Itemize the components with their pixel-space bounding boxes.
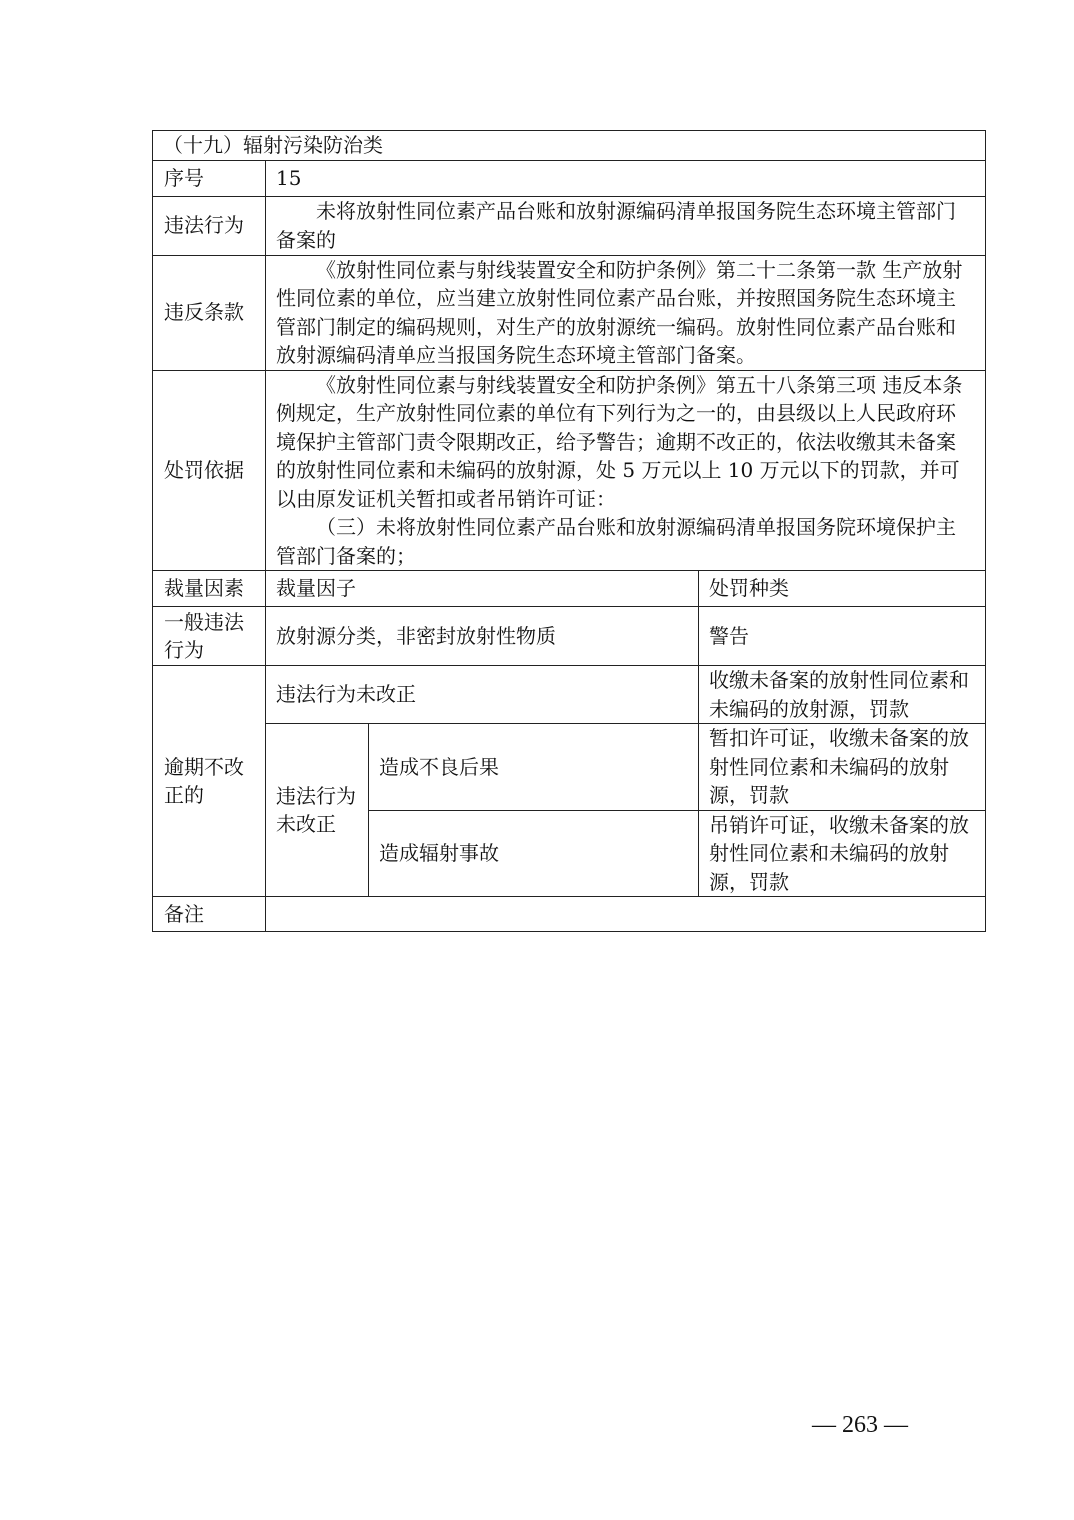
remarks-label: 备注 [153, 897, 266, 932]
penalty-type-header: 处罚种类 [699, 571, 986, 607]
remarks-value [266, 897, 986, 932]
penalty-basis-value [266, 370, 986, 571]
penalty-discretion-table [152, 130, 986, 932]
overdue-factor-accident: 造成辐射事故 [369, 810, 699, 897]
overdue-penalty-uncorrected: 收缴未备案的放射性同位素和未编码的放射源，罚款 [699, 666, 986, 724]
penalty-basis-label: 处罚依据 [153, 370, 266, 571]
penalty-basis-paragraph: 《放射性同位素与射线装置安全和防护条例》第五十八条第三项 违反本条例规定，生产放射性同位素的单位有下列行为之一的，由县级以上人民政府环境保护主管部门责令限期改正，给予警告；逾期不改正的，依法收缴其未备案的放射性同位素和未编码的放射源，处 5 万元以上 10 万元以下的罚款，并可以由原发证机关暂扣或者吊销许可证： [276, 372, 963, 511]
discretion-factor-header: 裁量因子 [266, 571, 699, 607]
page-number: — 263 — [812, 1412, 908, 1438]
violation-label: 违法行为 [153, 196, 266, 255]
overdue-penalty-accident: 吊销许可证，收缴未备案的放射性同位素和未编码的放射源，罚款 [699, 810, 986, 897]
overdue-label: 逾期不改正的 [153, 666, 266, 897]
serial-value: 15 [266, 160, 986, 196]
overdue-factor-adverse: 造成不良后果 [369, 724, 699, 811]
violation-value: 未将放射性同位素产品台账和放射源编码清单报国务院生态环境主管部门备案的 [266, 196, 986, 255]
penalty-basis-item: （三）未将放射性同位素产品台账和放射源编码清单报国务院环境保护主管部门备案的； [276, 515, 956, 568]
violated-clause-label: 违反条款 [153, 255, 266, 370]
general-violation-penalty: 警告 [699, 607, 986, 666]
section-title: （十九）辐射污染防治类 [153, 131, 986, 161]
overdue-sub-label: 违法行为未改正 [266, 724, 369, 897]
general-violation-label: 一般违法行为 [153, 607, 266, 666]
violated-clause-value: 《放射性同位素与射线装置安全和防护条例》第二十二条第一款 生产放射性同位素的单位，应当建立放射性同位素产品台账，并按照国务院生态环境主管部门制定的编码规则，对生产的放射源统一编码。放射性同位素产品台账和放射源编码清单应当报国务院生态环境主管部门备案。 [266, 255, 986, 370]
general-violation-factor: 放射源分类，非密封放射性物质 [266, 607, 699, 666]
serial-label: 序号 [153, 160, 266, 196]
overdue-factor-uncorrected: 违法行为未改正 [266, 666, 699, 724]
overdue-penalty-adverse: 暂扣许可证，收缴未备案的放射性同位素和未编码的放射源，罚款 [699, 724, 986, 811]
discretion-label: 裁量因素 [153, 571, 266, 607]
